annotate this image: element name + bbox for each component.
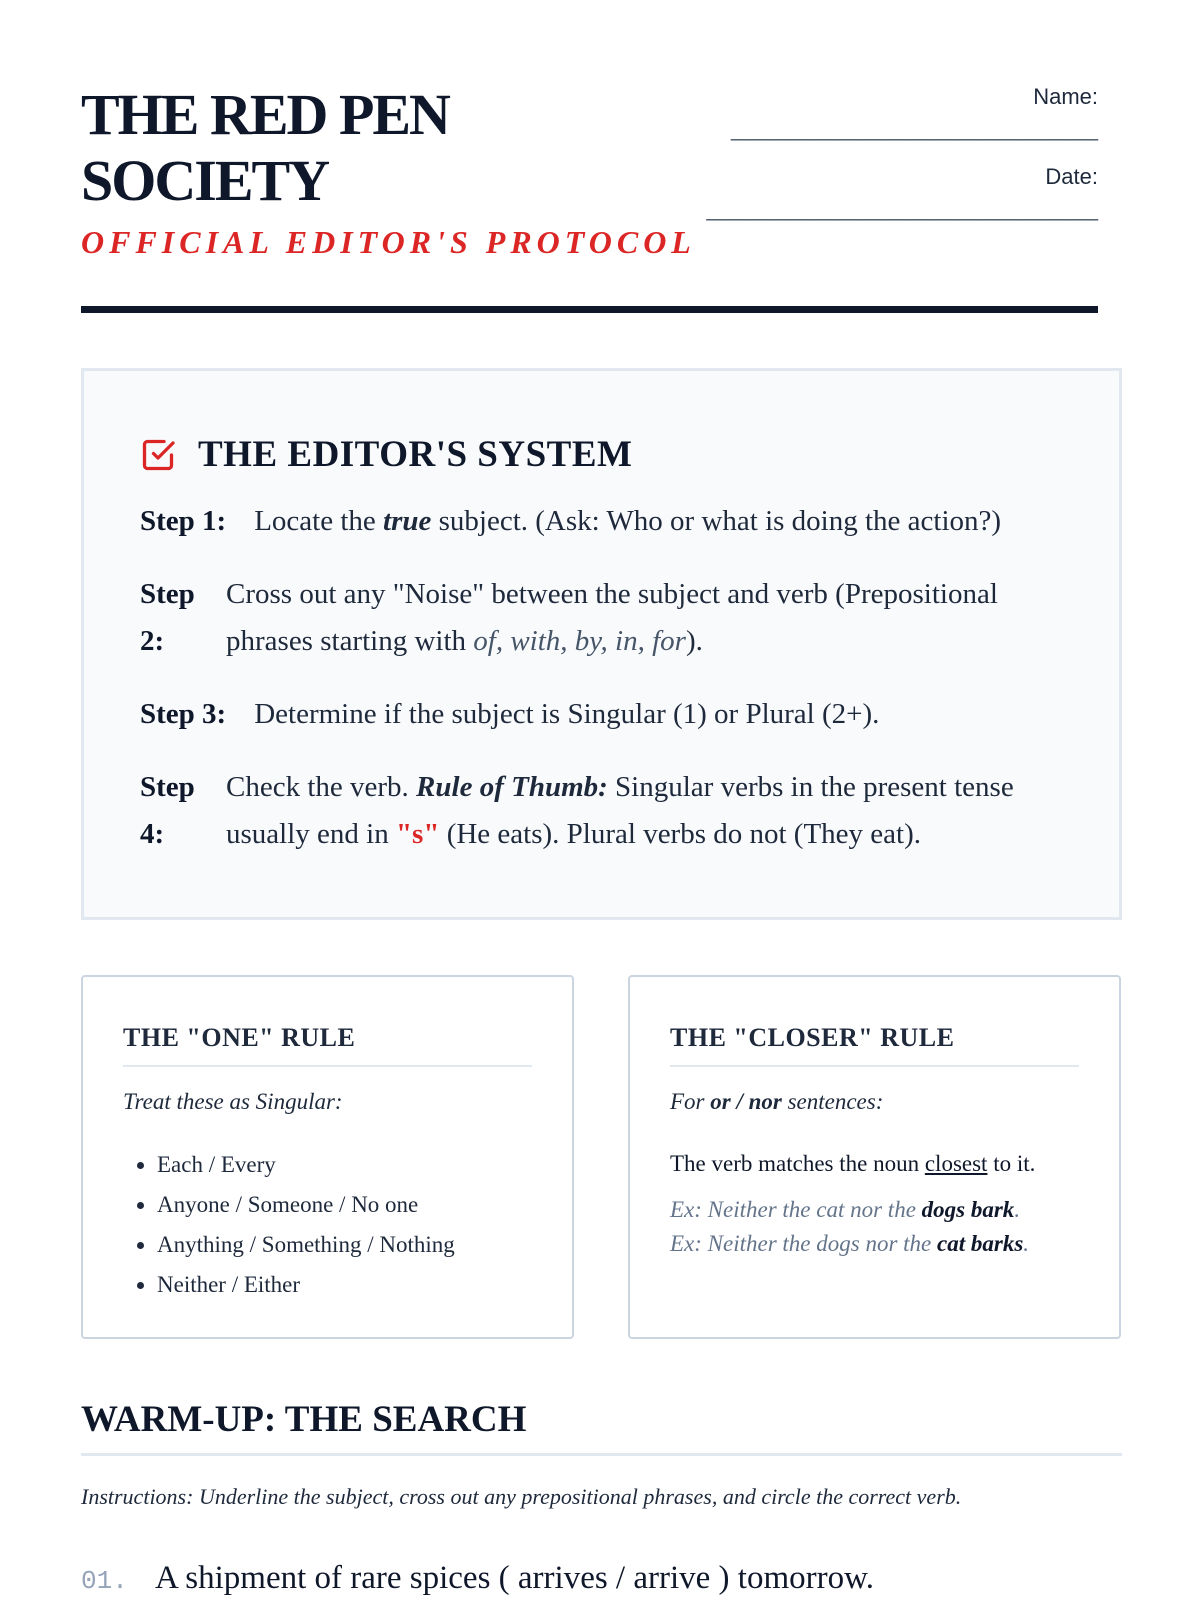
one-rule-intro: Treat these as Singular:	[123, 1089, 343, 1114]
name-field[interactable]: ______________________________	[730, 116, 1098, 141]
system-header	[140, 433, 1063, 476]
step-text: Cross out any "Noise" between the subject and verb (Prepositional phrases starting with of, with, by, in, for).	[226, 578, 998, 657]
step-text: Locate the true subject. (Ask: Who or what is doing the action?)	[254, 505, 1002, 537]
step-label: Step 4:	[140, 771, 195, 850]
checkbox-checked-icon	[140, 437, 176, 473]
closer-rule-title: THE "CLOSER" RULE	[670, 1023, 1079, 1067]
question-number: 01.	[81, 1566, 128, 1596]
step-2	[140, 571, 1063, 665]
editors-system-panel	[81, 368, 1122, 920]
one-rule-title: THE "ONE" RULE	[123, 1023, 532, 1067]
step-text: Determine if the subject is Singular (1) or Plural (2+).	[254, 698, 880, 730]
warmup-instructions: Instructions: Underline the subject, cross out any prepositional phrases, and circle the correct verb.	[81, 1484, 962, 1509]
step-3	[140, 691, 1063, 738]
step-text: Check the verb. Rule of Thumb: Singular verbs in the present tense usually end in "s" (He eats). Plural verbs do not (They eat).	[226, 771, 1014, 850]
closer-rule-examples	[670, 1193, 1079, 1261]
list-item: • Anything / Something / Nothing	[157, 1225, 532, 1265]
step-label: Step 1:	[140, 505, 227, 537]
singular-list	[123, 1145, 532, 1305]
warmup-title: WARM-UP: THE SEARCH	[81, 1398, 1122, 1456]
step-label: Step 3:	[140, 698, 227, 730]
system-title: THE EDITOR'S SYSTEM	[198, 434, 633, 475]
list-item: • Neither / Either	[157, 1265, 532, 1305]
name-label: Name:	[1033, 84, 1098, 109]
header	[81, 0, 1098, 320]
page-title: THE RED PEN SOCIETY	[81, 82, 449, 213]
closer-rule-body: The verb matches the noun closest to it.	[670, 1151, 1036, 1176]
example-1: Ex: Neither the cat nor the dogs bark.	[670, 1197, 1021, 1222]
step-4	[140, 764, 1063, 858]
header-divider	[81, 306, 1098, 313]
closer-rule-intro: For or / nor sentences:	[670, 1089, 884, 1114]
example-2: Ex: Neither the dogs nor the cat barks.	[670, 1231, 1030, 1256]
date-label: Date:	[1045, 164, 1098, 189]
name-date-block	[678, 80, 1098, 240]
step-1	[140, 498, 1063, 545]
one-rule-card	[81, 975, 574, 1339]
page-subtitle: OFFICIAL EDITOR'S PROTOCOL	[81, 224, 696, 260]
step-label: Step 2:	[140, 578, 195, 657]
closer-rule-card	[628, 975, 1121, 1339]
list-item: • Each / Every	[157, 1145, 532, 1185]
list-item: • Anyone / Someone / No one	[157, 1185, 532, 1225]
date-field[interactable]: ________________________________	[706, 196, 1098, 221]
question-text[interactable]: A shipment of rare spices ( arrives / arrive ) tomorrow.	[155, 1560, 875, 1596]
question-row	[81, 1560, 874, 1597]
